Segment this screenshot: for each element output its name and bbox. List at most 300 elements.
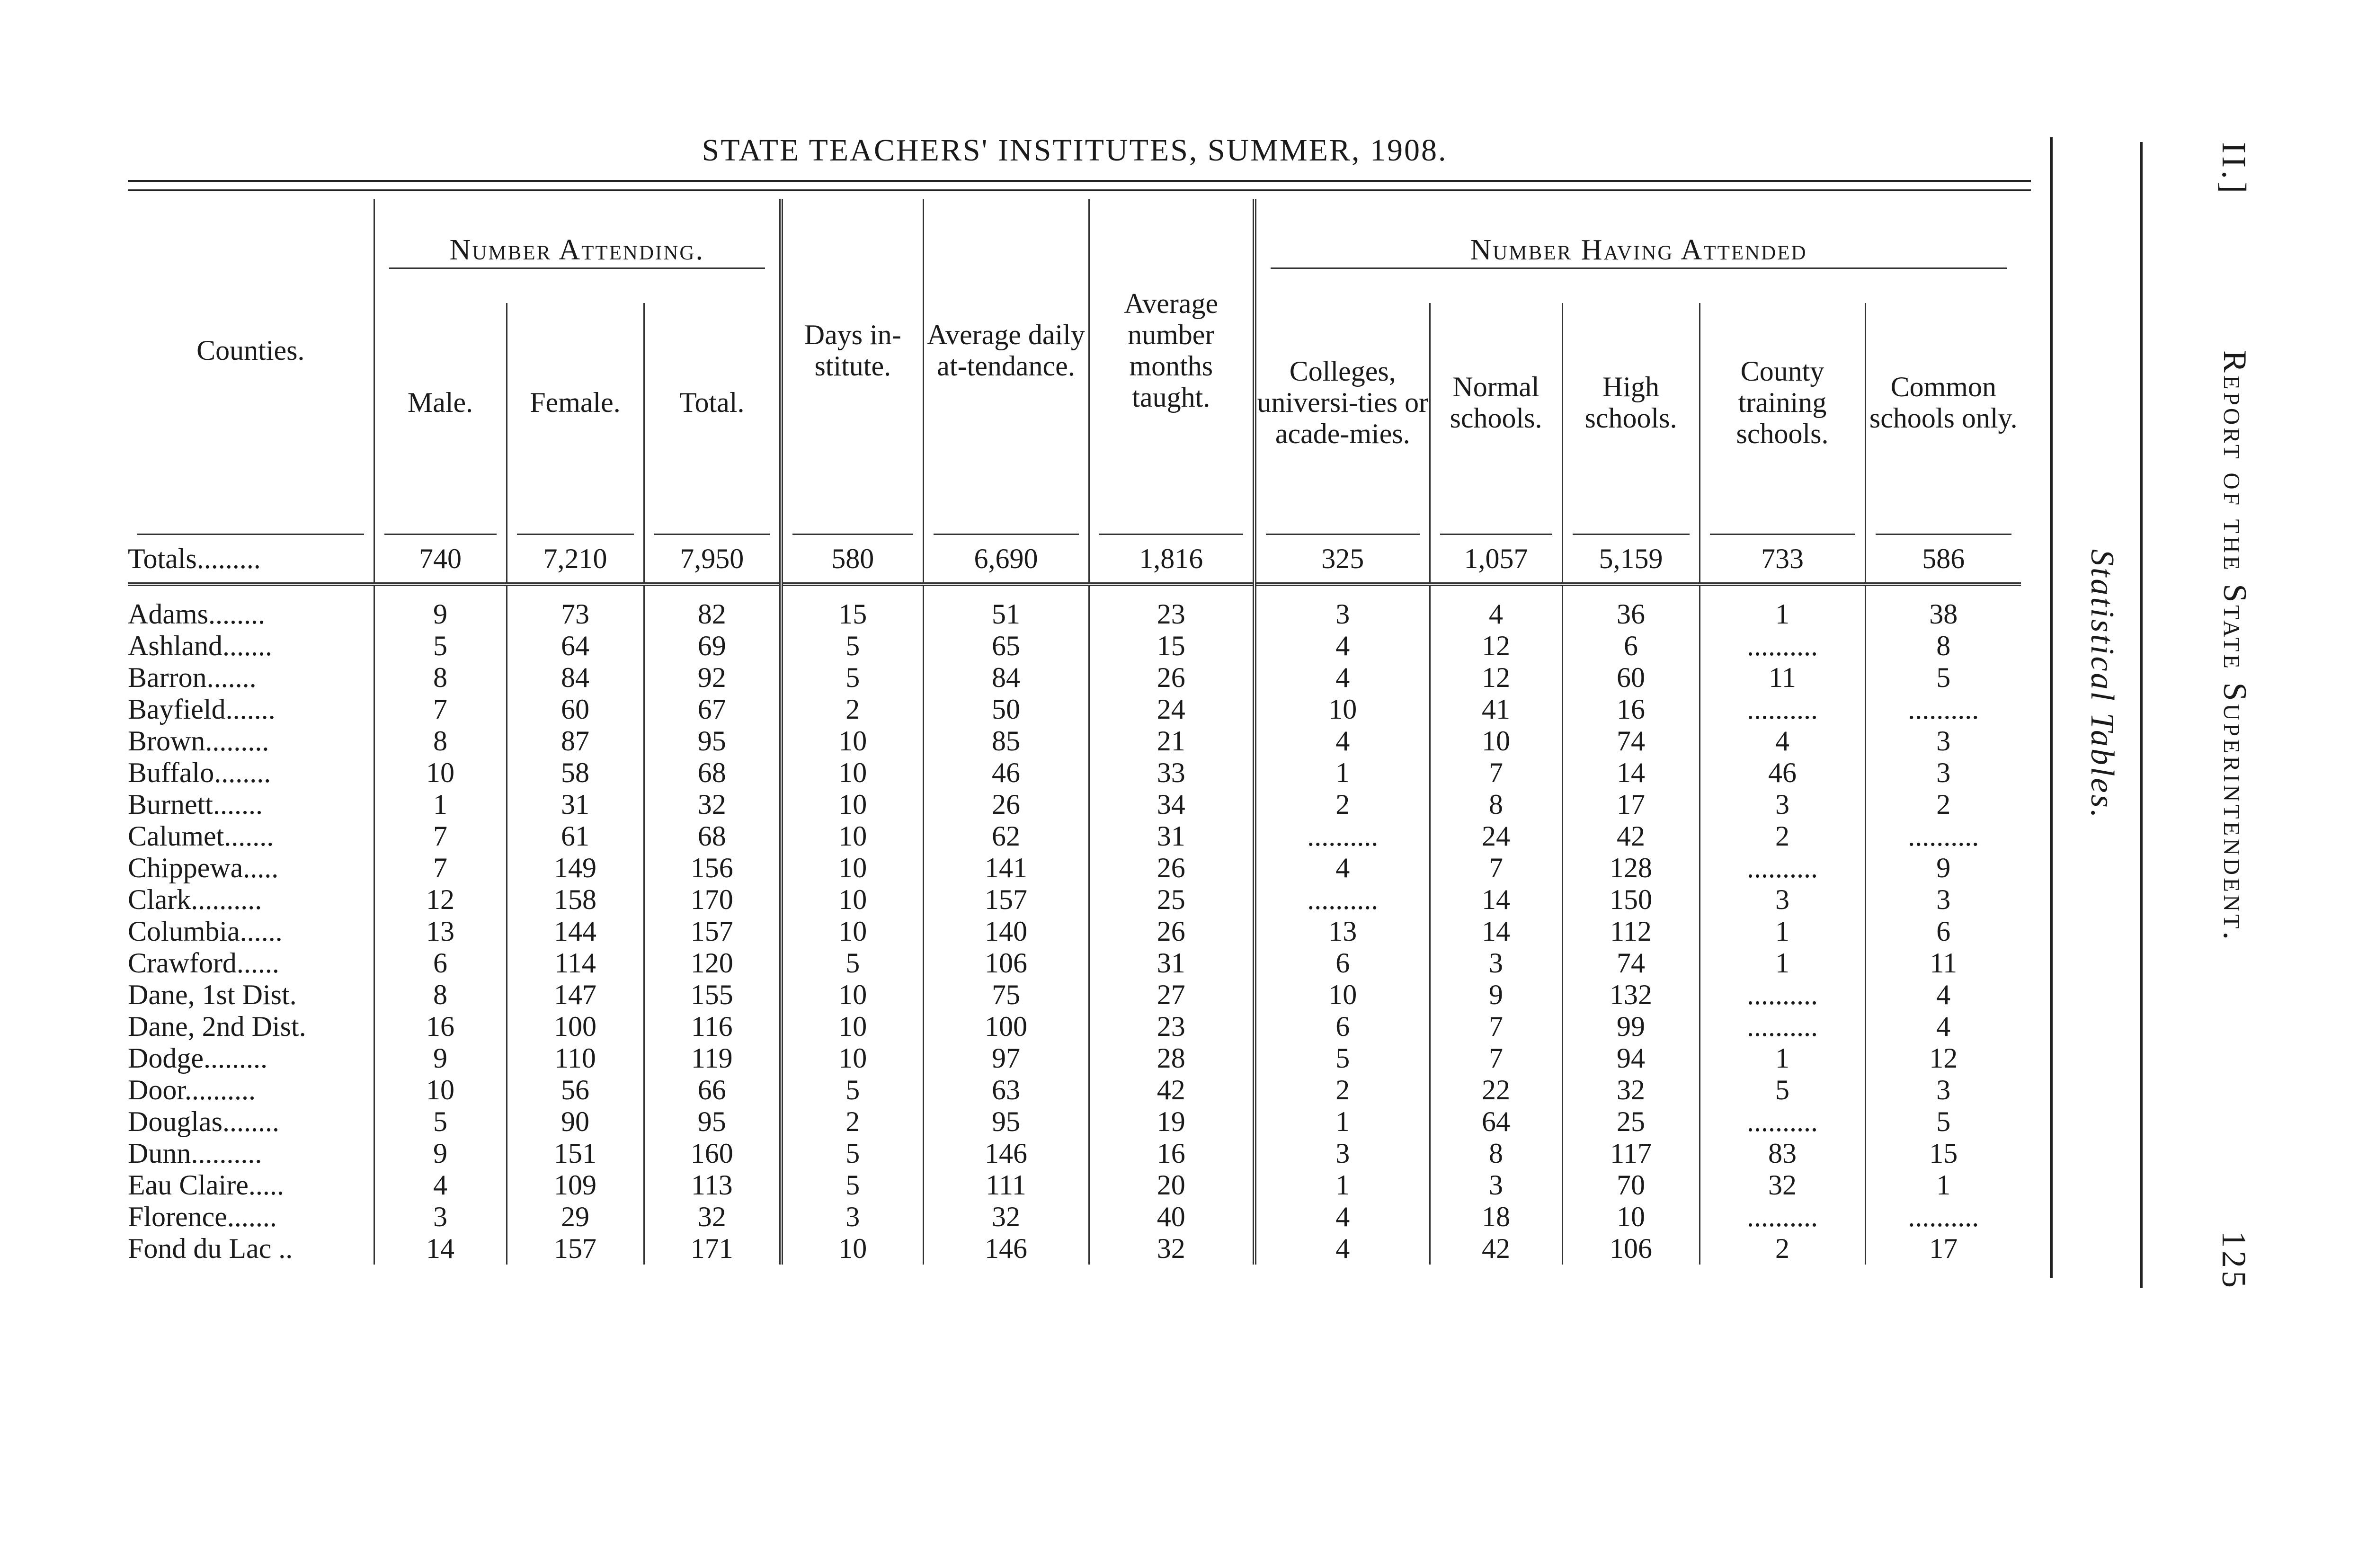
cell-female: 158 xyxy=(507,884,644,916)
cell-high-schools: 94 xyxy=(1562,1042,1700,1074)
cell-normal-schools: 9 xyxy=(1430,979,1562,1011)
cell-days-institute: 10 xyxy=(781,1011,923,1042)
cell-common-schools: 5 xyxy=(1865,1106,2021,1138)
cell-average-attendance: 141 xyxy=(923,852,1089,884)
cell-county: Adams........ xyxy=(128,598,265,630)
cell-county: Florence....... xyxy=(128,1201,277,1232)
cell-average-months: 31 xyxy=(1089,820,1255,852)
right-border-rule xyxy=(2050,137,2053,1278)
cell-average-attendance: 85 xyxy=(923,725,1089,757)
totals-female: 7,210 xyxy=(507,535,644,584)
cell-total: 156 xyxy=(644,852,781,884)
cell-female: 84 xyxy=(507,662,644,694)
cell-male: 10 xyxy=(374,1074,507,1106)
cell-normal-schools: 7 xyxy=(1430,1011,1562,1042)
cell-county: Brown......... xyxy=(128,725,269,757)
cell-male: 4 xyxy=(374,1169,507,1201)
table-row xyxy=(128,1074,2021,1106)
cell-days-institute: 5 xyxy=(781,947,923,979)
cell-normal-schools: 41 xyxy=(1430,694,1562,725)
cell-male: 7 xyxy=(374,820,507,852)
cell-common-schools: 11 xyxy=(1865,947,2021,979)
cell-normal-schools: 12 xyxy=(1430,662,1562,694)
cell-county: Chippewa..... xyxy=(128,852,279,883)
table-row xyxy=(128,916,2021,947)
cell-county-training: .......... xyxy=(1700,979,1865,1011)
table-row xyxy=(128,789,2021,820)
cell-days-institute: 10 xyxy=(781,820,923,852)
cell-days-institute: 10 xyxy=(781,916,923,947)
cell-county: Fond du Lac .. xyxy=(128,1233,293,1264)
section-marker: II.] xyxy=(2215,142,2253,196)
title-rule-top xyxy=(128,180,2031,182)
margin-bracket-rule xyxy=(2140,142,2143,1288)
cell-colleges: 3 xyxy=(1255,598,1430,630)
table-row xyxy=(128,1011,2021,1042)
cell-common-schools: .......... xyxy=(1865,694,2021,725)
cell-high-schools: 6 xyxy=(1562,630,1700,662)
cell-male: 7 xyxy=(374,852,507,884)
header-total: Total. xyxy=(644,303,781,502)
cell-normal-schools: 22 xyxy=(1430,1074,1562,1106)
header-common-schools: Common schools only. xyxy=(1865,303,2021,502)
cell-county-training: 1 xyxy=(1700,916,1865,947)
cell-days-institute: 10 xyxy=(781,1233,923,1265)
cell-county-training: 32 xyxy=(1700,1169,1865,1201)
cell-average-months: 21 xyxy=(1089,725,1255,757)
cell-high-schools: 32 xyxy=(1562,1074,1700,1106)
cell-common-schools: 12 xyxy=(1865,1042,2021,1074)
cell-high-schools: 128 xyxy=(1562,852,1700,884)
cell-female: 109 xyxy=(507,1169,644,1201)
header-number-having-attended-label: Number Having Attended xyxy=(1470,233,1807,266)
cell-county: Barron....... xyxy=(128,662,257,693)
table-title: STATE TEACHERS' INSTITUTES, SUMMER, 1908. xyxy=(702,133,1448,168)
cell-common-schools: 8 xyxy=(1865,630,2021,662)
cell-average-attendance: 26 xyxy=(923,789,1089,820)
header-colleges: Colleges, universi-ties or acade-mies. xyxy=(1255,303,1430,502)
cell-average-months: 33 xyxy=(1089,757,1255,789)
cell-female: 58 xyxy=(507,757,644,789)
cell-average-attendance: 32 xyxy=(923,1201,1089,1233)
cell-total: 120 xyxy=(644,947,781,979)
cell-common-schools: 15 xyxy=(1865,1138,2021,1169)
cell-average-months: 34 xyxy=(1089,789,1255,820)
cell-female: 31 xyxy=(507,789,644,820)
cell-total: 66 xyxy=(644,1074,781,1106)
cell-total: 68 xyxy=(644,820,781,852)
cell-common-schools: 17 xyxy=(1865,1233,2021,1265)
running-header: Report of the State Superintendent. xyxy=(2216,350,2253,943)
cell-average-attendance: 146 xyxy=(923,1138,1089,1169)
header-number-attending-label: Number Attending. xyxy=(449,233,704,266)
table-row xyxy=(128,1169,2021,1201)
cell-average-attendance: 106 xyxy=(923,947,1089,979)
cell-female: 110 xyxy=(507,1042,644,1074)
table-row xyxy=(128,757,2021,789)
cell-county: Dane, 1st Dist. xyxy=(128,979,297,1010)
cell-county-training: 1 xyxy=(1700,947,1865,979)
cell-average-months: 25 xyxy=(1089,884,1255,916)
cell-county-training: 1 xyxy=(1700,1042,1865,1074)
cell-male: 3 xyxy=(374,1201,507,1233)
cell-colleges: 2 xyxy=(1255,1074,1430,1106)
cell-normal-schools: 7 xyxy=(1430,852,1562,884)
cell-average-attendance: 65 xyxy=(923,630,1089,662)
header-average-months: Average number months taught. xyxy=(1089,199,1255,502)
cell-colleges: 1 xyxy=(1255,757,1430,789)
cell-female: 64 xyxy=(507,630,644,662)
cell-female: 56 xyxy=(507,1074,644,1106)
header-county-training: County training schools. xyxy=(1700,303,1865,502)
cell-female: 100 xyxy=(507,1011,644,1042)
cell-total: 32 xyxy=(644,789,781,820)
cell-average-months: 26 xyxy=(1089,662,1255,694)
cell-female: 144 xyxy=(507,916,644,947)
cell-common-schools: 4 xyxy=(1865,979,2021,1011)
cell-common-schools: 5 xyxy=(1865,662,2021,694)
cell-normal-schools: 14 xyxy=(1430,916,1562,947)
cell-county-training: 3 xyxy=(1700,789,1865,820)
cell-colleges: 4 xyxy=(1255,630,1430,662)
cell-female: 149 xyxy=(507,852,644,884)
cell-days-institute: 10 xyxy=(781,725,923,757)
cell-days-institute: 10 xyxy=(781,852,923,884)
cell-male: 13 xyxy=(374,916,507,947)
cell-county: Dunn.......... xyxy=(128,1138,262,1169)
header-normal-schools: Normal schools. xyxy=(1430,303,1562,502)
cell-average-attendance: 51 xyxy=(923,598,1089,630)
cell-high-schools: 70 xyxy=(1562,1169,1700,1201)
cell-male: 12 xyxy=(374,884,507,916)
table-row xyxy=(128,947,2021,979)
cell-average-months: 40 xyxy=(1089,1201,1255,1233)
cell-days-institute: 5 xyxy=(781,1138,923,1169)
cell-female: 73 xyxy=(507,598,644,630)
totals-county: Totals......... xyxy=(128,543,261,574)
cell-female: 29 xyxy=(507,1201,644,1233)
cell-high-schools: 25 xyxy=(1562,1106,1700,1138)
cell-total: 160 xyxy=(644,1138,781,1169)
cell-high-schools: 117 xyxy=(1562,1138,1700,1169)
totals-average-attendance: 6,690 xyxy=(923,535,1089,584)
cell-total: 119 xyxy=(644,1042,781,1074)
cell-high-schools: 74 xyxy=(1562,947,1700,979)
cell-county-training: .......... xyxy=(1700,1106,1865,1138)
cell-total: 116 xyxy=(644,1011,781,1042)
cell-total: 67 xyxy=(644,694,781,725)
cell-common-schools: 3 xyxy=(1865,1074,2021,1106)
cell-county: Clark.......... xyxy=(128,884,262,915)
cell-high-schools: 74 xyxy=(1562,725,1700,757)
cell-normal-schools: 3 xyxy=(1430,947,1562,979)
cell-colleges: 4 xyxy=(1255,1233,1430,1265)
header-number-having-attended xyxy=(1255,199,2021,303)
running-subtitle: Statistical Tables. xyxy=(2084,549,2120,820)
cell-normal-schools: 14 xyxy=(1430,884,1562,916)
cell-colleges: 4 xyxy=(1255,1201,1430,1233)
cell-average-attendance: 95 xyxy=(923,1106,1089,1138)
cell-common-schools: 2 xyxy=(1865,789,2021,820)
cell-county: Crawford...... xyxy=(128,947,279,979)
header-male: Male. xyxy=(374,303,507,502)
cell-colleges: 5 xyxy=(1255,1042,1430,1074)
header-female: Female. xyxy=(507,303,644,502)
table-row xyxy=(128,1042,2021,1074)
cell-colleges: 10 xyxy=(1255,979,1430,1011)
totals-male: 740 xyxy=(374,535,507,584)
cell-colleges: 10 xyxy=(1255,694,1430,725)
cell-county-training: 11 xyxy=(1700,662,1865,694)
cell-days-institute: 10 xyxy=(781,757,923,789)
cell-average-months: 20 xyxy=(1089,1169,1255,1201)
cell-average-months: 27 xyxy=(1089,979,1255,1011)
cell-female: 61 xyxy=(507,820,644,852)
cell-normal-schools: 7 xyxy=(1430,757,1562,789)
cell-total: 171 xyxy=(644,1233,781,1265)
cell-male: 5 xyxy=(374,1106,507,1138)
cell-male: 14 xyxy=(374,1233,507,1265)
cell-normal-schools: 8 xyxy=(1430,789,1562,820)
totals-row xyxy=(128,535,2021,584)
cell-days-institute: 5 xyxy=(781,1074,923,1106)
cell-common-schools: 6 xyxy=(1865,916,2021,947)
cell-female: 157 xyxy=(507,1233,644,1265)
cell-high-schools: 150 xyxy=(1562,884,1700,916)
cell-female: 147 xyxy=(507,979,644,1011)
table-row xyxy=(128,884,2021,916)
totals-common-schools: 586 xyxy=(1865,535,2021,584)
cell-common-schools: .......... xyxy=(1865,820,2021,852)
cell-county-training: 5 xyxy=(1700,1074,1865,1106)
cell-average-attendance: 84 xyxy=(923,662,1089,694)
cell-average-months: 16 xyxy=(1089,1138,1255,1169)
totals-days-institute: 580 xyxy=(781,535,923,584)
table-body xyxy=(128,502,2021,1265)
cell-total: 32 xyxy=(644,1201,781,1233)
cell-normal-schools: 4 xyxy=(1430,598,1562,630)
cell-total: 113 xyxy=(644,1169,781,1201)
cell-high-schools: 16 xyxy=(1562,694,1700,725)
table-row xyxy=(128,1138,2021,1169)
cell-county: Burnett....... xyxy=(128,789,263,820)
cell-county-training: .......... xyxy=(1700,852,1865,884)
cell-days-institute: 10 xyxy=(781,789,923,820)
cell-female: 151 xyxy=(507,1138,644,1169)
cell-average-months: 24 xyxy=(1089,694,1255,725)
cell-county-training: .......... xyxy=(1700,630,1865,662)
table-row xyxy=(128,820,2021,852)
cell-female: 90 xyxy=(507,1106,644,1138)
cell-average-months: 19 xyxy=(1089,1106,1255,1138)
header-high-schools: High schools. xyxy=(1562,303,1700,502)
cell-male: 9 xyxy=(374,1138,507,1169)
cell-total: 68 xyxy=(644,757,781,789)
cell-county: Columbia...... xyxy=(128,916,283,947)
cell-days-institute: 2 xyxy=(781,694,923,725)
cell-common-schools: 1 xyxy=(1865,1169,2021,1201)
cell-county-training: 4 xyxy=(1700,725,1865,757)
totals-normal-schools: 1,057 xyxy=(1430,535,1562,584)
cell-county-training: 2 xyxy=(1700,1233,1865,1265)
totals-high-schools: 5,159 xyxy=(1562,535,1700,584)
cell-average-months: 32 xyxy=(1089,1233,1255,1265)
cell-county-training: 1 xyxy=(1700,598,1865,630)
cell-colleges: 6 xyxy=(1255,947,1430,979)
cell-days-institute: 5 xyxy=(781,630,923,662)
cell-normal-schools: 3 xyxy=(1430,1169,1562,1201)
cell-male: 1 xyxy=(374,789,507,820)
cell-total: 82 xyxy=(644,598,781,630)
institutes-table xyxy=(128,199,2021,1265)
cell-male: 5 xyxy=(374,630,507,662)
header-number-attending-rule xyxy=(389,267,765,269)
totals-total: 7,950 xyxy=(644,535,781,584)
cell-common-schools: .......... xyxy=(1865,1201,2021,1233)
page-number: 125 xyxy=(2215,1231,2253,1291)
cell-male: 16 xyxy=(374,1011,507,1042)
header-underline-row xyxy=(128,502,2021,535)
cell-county-training: 2 xyxy=(1700,820,1865,852)
cell-county: Buffalo........ xyxy=(128,757,271,788)
cell-total: 95 xyxy=(644,725,781,757)
cell-high-schools: 14 xyxy=(1562,757,1700,789)
cell-male: 8 xyxy=(374,662,507,694)
table-row xyxy=(128,979,2021,1011)
cell-average-months: 15 xyxy=(1089,630,1255,662)
cell-total: 95 xyxy=(644,1106,781,1138)
cell-common-schools: 3 xyxy=(1865,757,2021,789)
cell-county: Door.......... xyxy=(128,1074,256,1105)
cell-female: 60 xyxy=(507,694,644,725)
cell-average-months: 23 xyxy=(1089,1011,1255,1042)
title-rule-bottom xyxy=(128,189,2031,191)
cell-high-schools: 112 xyxy=(1562,916,1700,947)
cell-male: 9 xyxy=(374,598,507,630)
cell-county: Dane, 2nd Dist. xyxy=(128,1011,306,1042)
cell-total: 155 xyxy=(644,979,781,1011)
header-number-attending xyxy=(374,199,781,303)
cell-female: 87 xyxy=(507,725,644,757)
cell-average-months: 42 xyxy=(1089,1074,1255,1106)
cell-male: 6 xyxy=(374,947,507,979)
header-counties: Counties. xyxy=(196,334,305,366)
cell-high-schools: 132 xyxy=(1562,979,1700,1011)
cell-days-institute: 5 xyxy=(781,662,923,694)
cell-colleges: 6 xyxy=(1255,1011,1430,1042)
cell-normal-schools: 42 xyxy=(1430,1233,1562,1265)
cell-colleges: 1 xyxy=(1255,1106,1430,1138)
cell-total: 170 xyxy=(644,884,781,916)
table-row xyxy=(128,1201,2021,1233)
cell-normal-schools: 24 xyxy=(1430,820,1562,852)
header-number-having-attended-rule xyxy=(1271,267,2007,269)
cell-normal-schools: 64 xyxy=(1430,1106,1562,1138)
cell-total: 157 xyxy=(644,916,781,947)
cell-average-months: 28 xyxy=(1089,1042,1255,1074)
totals-average-months: 1,816 xyxy=(1089,535,1255,584)
cell-average-attendance: 50 xyxy=(923,694,1089,725)
cell-days-institute: 15 xyxy=(781,598,923,630)
cell-average-attendance: 62 xyxy=(923,820,1089,852)
cell-common-schools: 9 xyxy=(1865,852,2021,884)
cell-high-schools: 99 xyxy=(1562,1011,1700,1042)
cell-average-attendance: 157 xyxy=(923,884,1089,916)
cell-county-training: 46 xyxy=(1700,757,1865,789)
cell-male: 7 xyxy=(374,694,507,725)
table-row xyxy=(128,662,2021,694)
cell-county-training: 83 xyxy=(1700,1138,1865,1169)
cell-colleges: 4 xyxy=(1255,662,1430,694)
cell-average-attendance: 140 xyxy=(923,916,1089,947)
cell-county: Ashland....... xyxy=(128,630,272,661)
cell-colleges: 4 xyxy=(1255,852,1430,884)
cell-colleges: 13 xyxy=(1255,916,1430,947)
cell-average-attendance: 97 xyxy=(923,1042,1089,1074)
cell-common-schools: 4 xyxy=(1865,1011,2021,1042)
cell-colleges: .......... xyxy=(1255,820,1430,852)
cell-days-institute: 5 xyxy=(781,1169,923,1201)
cell-normal-schools: 12 xyxy=(1430,630,1562,662)
cell-average-attendance: 111 xyxy=(923,1169,1089,1201)
cell-normal-schools: 10 xyxy=(1430,725,1562,757)
cell-colleges: 4 xyxy=(1255,725,1430,757)
cell-colleges: 2 xyxy=(1255,789,1430,820)
cell-county: Calumet....... xyxy=(128,820,274,852)
cell-average-attendance: 46 xyxy=(923,757,1089,789)
cell-county: Dodge......... xyxy=(128,1042,267,1074)
cell-average-attendance: 63 xyxy=(923,1074,1089,1106)
table-row xyxy=(128,725,2021,757)
cell-male: 10 xyxy=(374,757,507,789)
cell-county: Eau Claire..... xyxy=(128,1169,284,1201)
table-row xyxy=(128,1106,2021,1138)
cell-common-schools: 3 xyxy=(1865,725,2021,757)
cell-total: 92 xyxy=(644,662,781,694)
cell-common-schools: 38 xyxy=(1865,598,2021,630)
cell-high-schools: 36 xyxy=(1562,598,1700,630)
cell-county-training: .......... xyxy=(1700,1011,1865,1042)
cell-county-training: .......... xyxy=(1700,1201,1865,1233)
cell-average-attendance: 100 xyxy=(923,1011,1089,1042)
cell-male: 9 xyxy=(374,1042,507,1074)
cell-days-institute: 3 xyxy=(781,1201,923,1233)
totals-double-rule xyxy=(128,584,2021,598)
cell-normal-schools: 18 xyxy=(1430,1201,1562,1233)
cell-female: 114 xyxy=(507,947,644,979)
cell-male: 8 xyxy=(374,979,507,1011)
header-average-attendance: Average daily at-tendance. xyxy=(923,199,1089,502)
cell-average-months: 26 xyxy=(1089,852,1255,884)
cell-male: 8 xyxy=(374,725,507,757)
cell-county-training: .......... xyxy=(1700,694,1865,725)
table-row xyxy=(128,694,2021,725)
cell-colleges: 3 xyxy=(1255,1138,1430,1169)
cell-high-schools: 42 xyxy=(1562,820,1700,852)
cell-common-schools: 3 xyxy=(1865,884,2021,916)
cell-county: Douglas........ xyxy=(128,1106,279,1137)
header-days-institute: Days in-stitute. xyxy=(781,199,923,502)
table-row xyxy=(128,852,2021,884)
cell-days-institute: 10 xyxy=(781,979,923,1011)
cell-normal-schools: 7 xyxy=(1430,1042,1562,1074)
cell-county: Bayfield....... xyxy=(128,694,276,725)
cell-average-months: 23 xyxy=(1089,598,1255,630)
cell-high-schools: 60 xyxy=(1562,662,1700,694)
totals-colleges: 325 xyxy=(1255,535,1430,584)
cell-colleges: 1 xyxy=(1255,1169,1430,1201)
table-row xyxy=(128,598,2021,630)
